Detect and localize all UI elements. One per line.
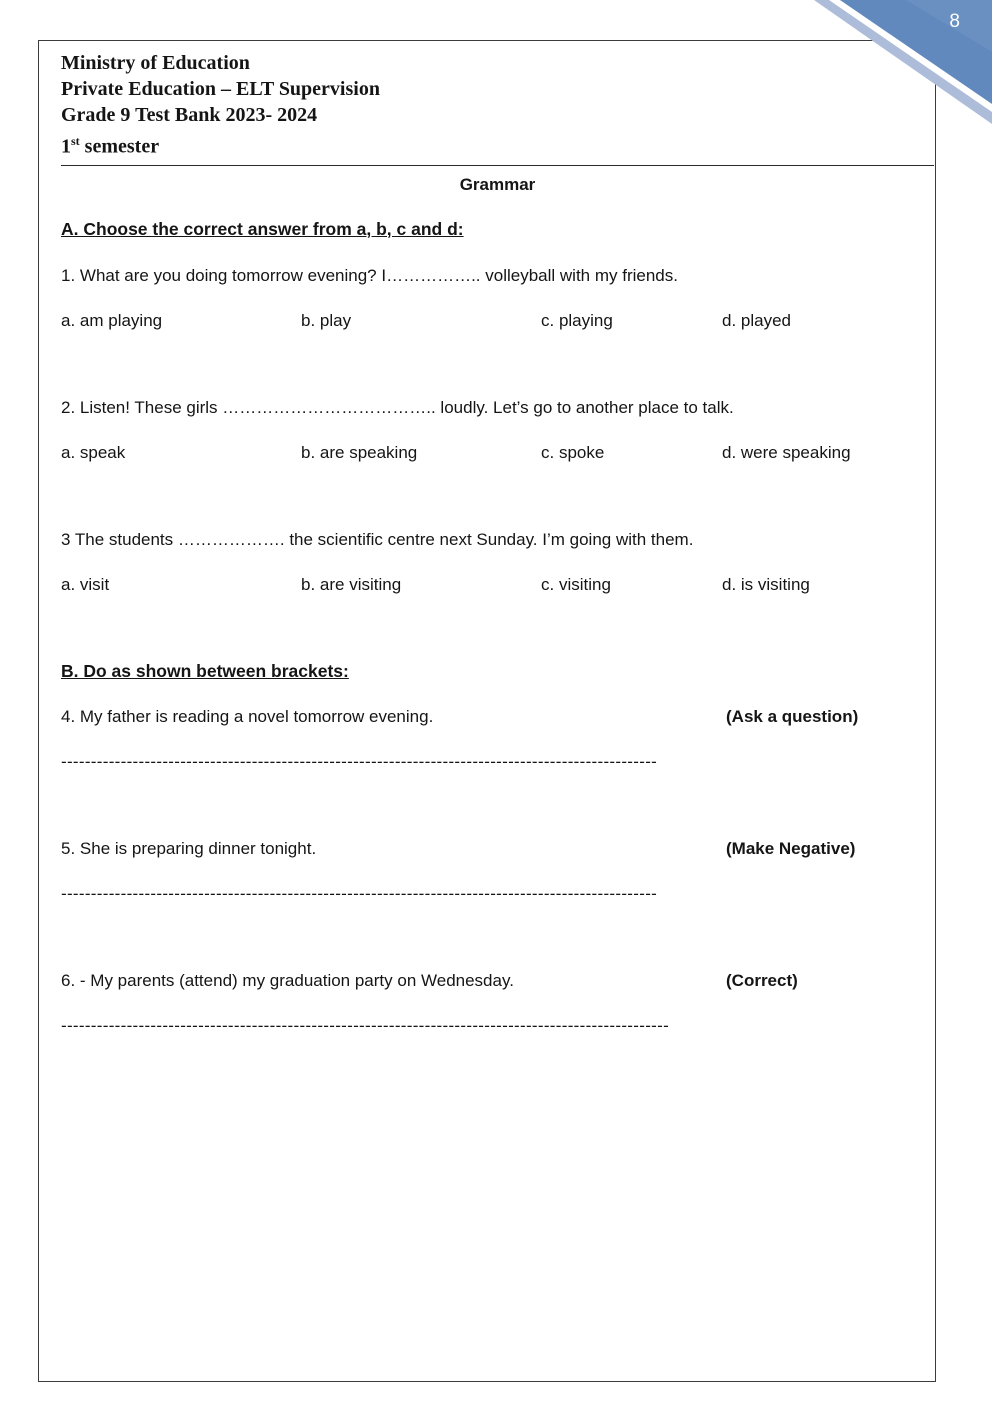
answer-line: ---------------------------------------------------------------------------------------------------- <box>61 883 658 903</box>
task-row <box>61 704 934 729</box>
section-b-heading: B. Do as shown between brackets: <box>61 660 349 681</box>
semester-ordinal-suffix: st <box>71 134 80 148</box>
task-block-4 <box>61 704 934 774</box>
option-c: c. playing <box>541 310 613 330</box>
header-supervision-line: Private Education – ELT Supervision <box>61 78 380 100</box>
option-a: a. am playing <box>61 310 163 330</box>
document-header <box>61 50 934 166</box>
header-testbank-line: Grade 9 Test Bank 2023- 2024 <box>61 104 318 126</box>
options-row <box>61 572 934 597</box>
question-text: 1. What are you doing tomorrow evening? I…………….. volleyball with my friends. <box>61 265 678 285</box>
option-d: d. played <box>722 310 791 330</box>
page-number: 8 <box>949 11 960 32</box>
header-ministry-line: Ministry of Education <box>61 52 250 74</box>
task-text: 6. - My parents (attend) my graduation party on Wednesday. <box>61 970 514 990</box>
option-b: b. play <box>301 310 352 330</box>
question-block-1 <box>61 263 934 333</box>
task-row <box>61 968 934 993</box>
task-row <box>61 836 934 861</box>
semester-word: semester <box>79 135 160 158</box>
page-title: Grammar <box>459 174 536 194</box>
question-text: 3 The students ………………. the scientific centre next Sunday. I’m going with them. <box>61 529 694 549</box>
task-instruction: (Ask a question) <box>726 706 859 726</box>
question-block-3 <box>61 527 934 597</box>
section-a-heading: A. Choose the correct answer from a, b, c and d: <box>61 218 464 239</box>
page-content <box>61 50 934 1038</box>
task-text: 4. My father is reading a novel tomorrow evening. <box>61 706 434 726</box>
corner-decoration <box>814 0 992 124</box>
question-block-2 <box>61 395 934 465</box>
options-row <box>61 308 934 333</box>
answer-line: ---------------------------------------------------------------------------------------------------- <box>61 751 658 771</box>
task-instruction: (Make Negative) <box>726 838 856 858</box>
task-text: 5. She is preparing dinner tonight. <box>61 838 317 858</box>
task-block-6 <box>61 968 934 1038</box>
option-b: b. are speaking <box>301 442 418 462</box>
task-block-5 <box>61 836 934 906</box>
option-d: d. were speaking <box>722 442 851 462</box>
option-c: c. visiting <box>541 574 611 594</box>
option-a: a. speak <box>61 442 126 462</box>
header-semester-line <box>61 128 934 160</box>
question-text: 2. Listen! These girls ……………………………….. loudly. Let’s go to another place to talk. <box>61 397 734 417</box>
option-d: d. is visiting <box>722 574 810 594</box>
answer-line: ------------------------------------------------------------------------------------------------------ <box>61 1015 670 1035</box>
option-c: c. spoke <box>541 442 605 462</box>
semester-number: 1 <box>61 135 71 158</box>
options-row <box>61 440 934 465</box>
option-a: a. visit <box>61 574 110 594</box>
task-instruction: (Correct) <box>726 970 798 990</box>
option-b: b. are visiting <box>301 574 402 594</box>
